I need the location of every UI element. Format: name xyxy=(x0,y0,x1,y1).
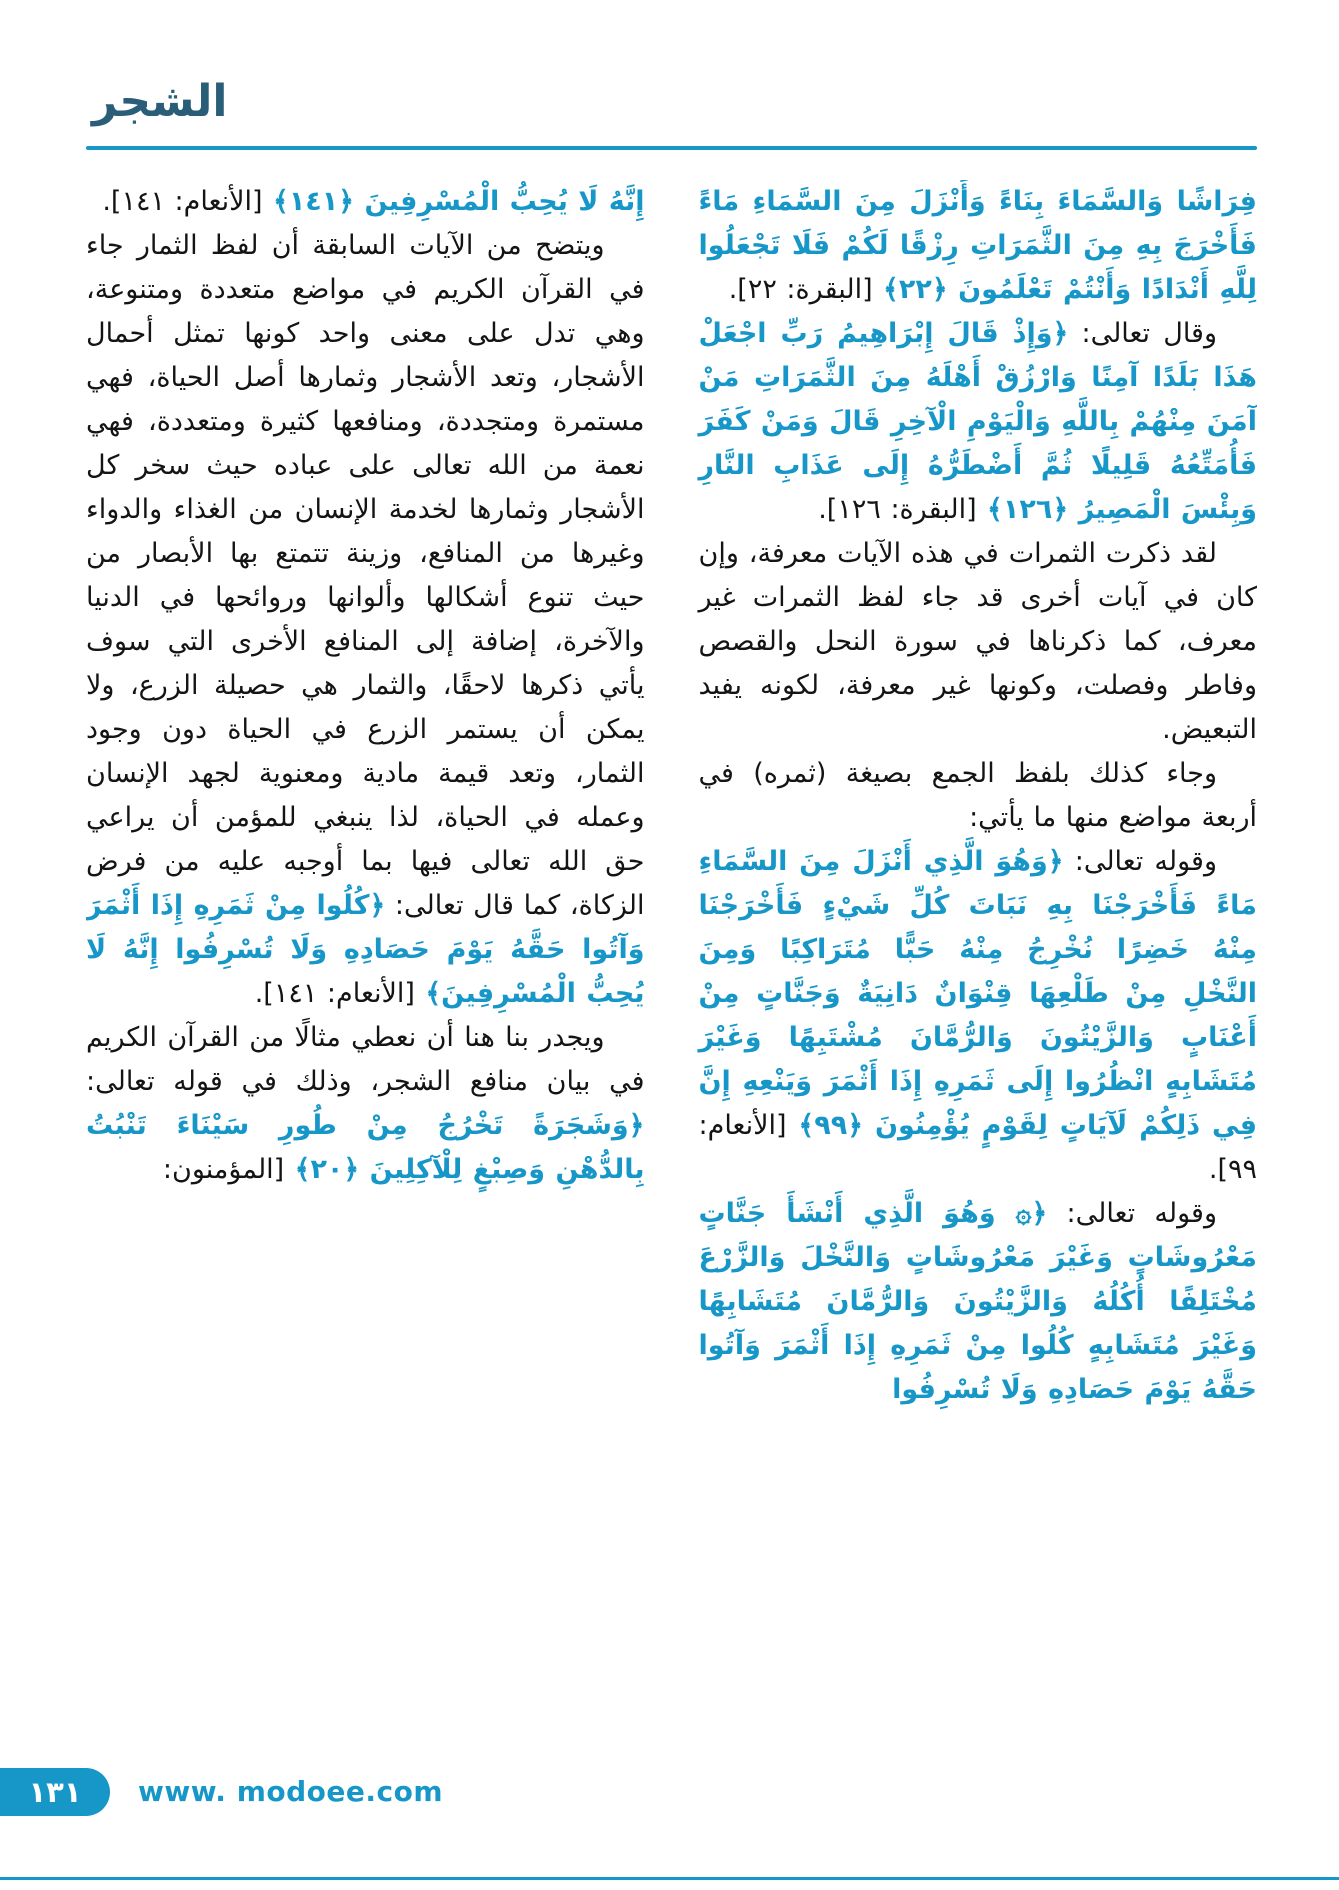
page-header-title: الشجر xyxy=(92,76,228,127)
quran-verse: ﴿كُلُوا مِنْ ثَمَرِهِ إِذَا أَثْمَرَ وَآتُوا حَقَّهُ يَوْمَ حَصَادِهِ وَلَا تُسْرِفُوا إِنَّهُ لَا يُحِبُّ الْمُسْرِفِينَ﴾ xyxy=(86,890,645,1009)
paragraph xyxy=(86,180,645,224)
paragraph xyxy=(699,180,1258,312)
quran-verse: ﴿۞ وَهُوَ الَّذِي أَنْشَأَ جَنَّاتٍ مَعْرُوشَاتٍ وَغَيْرَ مَعْرُوشَاتٍ وَالنَّخْلَ وَالزَّرْعَ مُخْتَلِفًا أُكُلُهُ وَالزَّيْتُونَ وَالرُّمَّانَ مُتَشَابِهًا وَغَيْرَ مُتَشَابِهٍ كُلُوا مِنْ ثَمَرِهِ إِذَا أَثْمَرَ وَآتُوا حَقَّهُ يَوْمَ حَصَادِهِ وَلَا تُسْرِفُوا xyxy=(698,1198,1257,1405)
verse-reference: [البقرة: ١٢٦]. xyxy=(818,494,977,525)
paragraph xyxy=(699,312,1258,532)
website-text: www. modoee.com xyxy=(138,1775,444,1808)
body-text: ويتضح من الآيات السابقة أن لفظ الثمار جاء في القرآن الكريم في مواضع متعددة ومتنوعة، وهي تدل على معنى واحد كونها تمثل أحمال الأشجار، وتعد الأشجار وثمارها أصل الحياة، فهي مستمرة ومتجددة، ومنافعها كثيرة ومتعددة، فهي نعمة من الله تعالى على عباده حيث سخر كل الأشجار وثمارها لخدمة الإنسان من الغذاء والدواء وغيرها من المنافع، وزينة تتمتع بها الأبصار من حيث تنوع أشكالها وألوانها وروائحها في الدنيا والآخرة، إضافة إلى المنافع الأخرى التي سوف يأتي ذكرها لاحقًا، والثمار هي حصيلة الزرع، ولا يمكن أن يستمر الزرع في الحياة دون وجود الثمار، وتعد قيمة مادية ومعنوية لجهد الإنسان وعمله في الحياة، لذا ينبغي للمؤمن أن يراعي حق الله تعالى فيها بما أوجبه عليه من فرض الزكاة، كما قال تعالى: xyxy=(86,230,645,921)
header-divider xyxy=(86,146,1257,150)
verse-reference: [الأنعام: ١٤١]. xyxy=(102,186,263,217)
footer-divider xyxy=(0,1877,1339,1880)
quran-verse: ﴿وَإِذْ قَالَ إِبْرَاهِيمُ رَبِّ اجْعَلْ هَذَا بَلَدًا آمِنًا وَارْزُقْ أَهْلَهُ مِنَ الثَّمَرَاتِ مَنْ آمَنَ مِنْهُمْ بِاللَّهِ وَالْيَوْمِ الْآخِرِ قَالَ وَمَنْ كَفَرَ فَأُمَتِّعُهُ قَلِيلًا ثُمَّ أَضْطَرُّهُ إِلَى عَذَابِ النَّارِ وَبِئْسَ الْمَصِيرُ ﴿١٢٦﴾ xyxy=(698,318,1257,525)
left-column xyxy=(86,180,645,1745)
paragraph xyxy=(699,1192,1258,1412)
quran-verse: إِنَّهُ لَا يُحِبُّ الْمُسْرِفِينَ ﴿١٤١﴾ xyxy=(262,186,645,217)
paragraph xyxy=(699,532,1258,752)
paragraph xyxy=(86,1016,645,1192)
quran-verse: ﴿وَشَجَرَةً تَخْرُجُ مِنْ طُورِ سَيْنَاءَ تَنْبُتُ بِالدُّهْنِ وَصِبْغٍ لِلْآكِلِينَ ﴿٢٠﴾ xyxy=(86,1110,645,1185)
quran-verse: فِرَاشًا وَالسَّمَاءَ بِنَاءً وَأَنْزَلَ مِنَ السَّمَاءِ مَاءً فَأَخْرَجَ بِهِ مِنَ الثَّمَرَاتِ رِزْقًا لَكُمْ فَلَا تَجْعَلُوا لِلَّهِ أَنْدَادًا وَأَنْتُمْ تَعْلَمُونَ ﴿٢٢﴾ xyxy=(698,186,1257,305)
right-column xyxy=(699,180,1258,1745)
body-text: لقد ذكرت الثمرات في هذه الآيات معرفة، وإن كان في آيات أخرى قد جاء لفظ الثمرات غير معرف، كما ذكرناها في سورة النحل والقصص وفاطر وفصلت، وكونها غير معرفة، لكونه يفيد التبعيض. xyxy=(698,538,1257,745)
verse-reference: [البقرة: ٢٢]. xyxy=(728,274,873,305)
page-number: ١٣١ xyxy=(28,1774,82,1809)
paragraph xyxy=(86,224,645,1016)
body-text: وقوله تعالى: xyxy=(1047,1198,1217,1229)
body-text: وجاء كذلك بلفظ الجمع بصيغة (ثمره) في أربعة مواضع منها ما يأتي: xyxy=(698,758,1257,833)
quran-verse: ﴿وَهُوَ الَّذِي أَنْزَلَ مِنَ السَّمَاءِ مَاءً فَأَخْرَجْنَا بِهِ نَبَاتَ كُلِّ شَيْءٍ فَأَخْرَجْنَا مِنْهُ خَضِرًا نُخْرِجُ مِنْهُ حَبًّا مُتَرَاكِبًا وَمِنَ النَّخْلِ مِنْ طَلْعِهَا قِنْوَانٌ دَانِيَةٌ وَجَنَّاتٍ مِنْ أَعْنَابٍ وَالزَّيْتُونَ وَالرُّمَّانَ مُشْتَبِهًا وَغَيْرَ مُتَشَابِهٍ انْظُرُوا إِلَى ثَمَرِهِ إِذَا أَثْمَرَ وَيَنْعِهِ إِنَّ فِي ذَلِكُمْ لَآيَاتٍ لِقَوْمٍ يُؤْمِنُونَ ﴿٩٩﴾ xyxy=(698,846,1257,1141)
page-content xyxy=(86,180,1257,1745)
body-text: وقال تعالى: xyxy=(1068,318,1217,349)
body-text: وقوله تعالى: xyxy=(1063,846,1217,877)
page-number-badge xyxy=(0,1768,110,1816)
paragraph xyxy=(699,840,1258,1192)
paragraph xyxy=(699,752,1258,840)
verse-reference: [الأنعام: ٩٩]. xyxy=(698,1110,1257,1185)
verse-reference: [الأنعام: ١٤١]. xyxy=(254,978,415,1009)
body-text: ويجدر بنا هنا أن نعطي مثالًا من القرآن الكريم في بيان منافع الشجر، وذلك في قوله تعالى: xyxy=(86,1022,645,1097)
verse-reference: [المؤمنون: xyxy=(162,1154,285,1185)
